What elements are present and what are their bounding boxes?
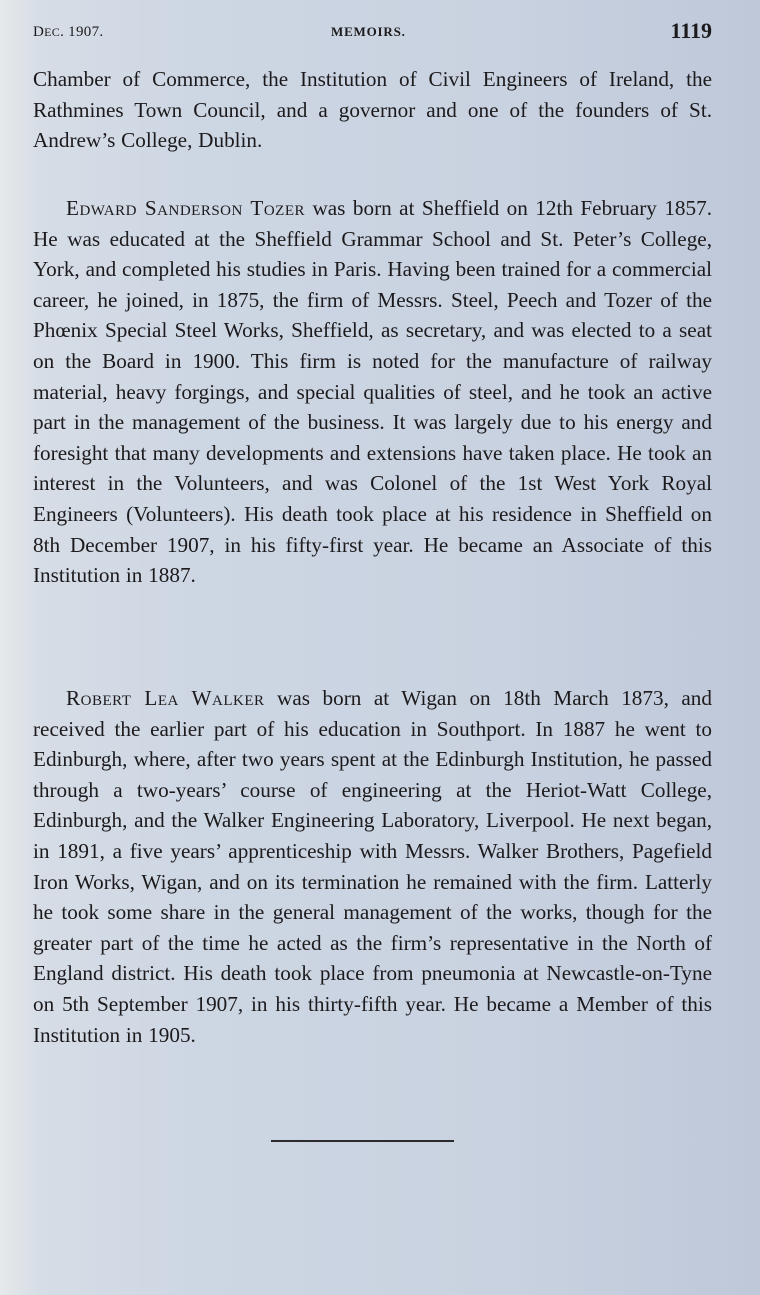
memoir-subject-name: Robert Lea Walker xyxy=(66,686,265,710)
header-date-initial: D xyxy=(33,24,45,40)
paragraph-text: was born at Wigan on 18th March 1873, and received the earlier part of his education in Southport. In 1887 he went to Edinburgh, where, after two years spent at the Edinburgh Institution, he passed through a two-years’ course of engineering at the Heriot-Watt College, Edinburgh, and the Walker Engineering Laboratory, Liverpool. He next began, in 1891, a five years’ apprenticeship with Messrs. Walker Brothers, Pagefield Iron Works, Wigan, and on its termination he remained with the firm. Latterly he took some share in the general management of the works, though for the greater part of the time he acted as the firm’s representative in the North of England district. His death took place from pneumonia at Newcastle-on-Tyne on 5th September 1907, in his thirty-fifth year. He became a Member of this Institution in 1905. xyxy=(33,686,712,1047)
paragraph-continuation xyxy=(33,64,712,156)
paragraph-text: was born at Sheffield on 12th February 1857. He was educated at the Sheffield Grammar School and St. Peter’s College, York, and completed his studies in Paris. Having been trained for a commercial career, he joined, in 1875, the firm of Messrs. Steel, Peech and Tozer of the Phœnix Special Steel Works, Sheffield, as secretary, and was elected to a seat on the Board in 1900. This firm is noted for the manufacture of railway material, heavy forgings, and special qualities of steel, and he took an active part in the management of the business. It was largely due to his energy and foresight that many developments and extensions have taken place. He took an interest in the Volunteers, and was Colonel of the 1st West York Royal Engineers (Volunteers). His death took place at his residence in Sheffield on 8th December 1907, in his fifty-first year. He became an Associate of this Institution in 1887. xyxy=(33,196,713,588)
header-date-rest: . 1907. xyxy=(60,24,104,40)
paragraph-text: Chamber of Commerce, the Institution of Civil Engineers of Ireland, the Rathmines Town Council, and a governor and one of the founders of St. Andrew’s College, Dublin. xyxy=(33,67,712,153)
page-number: 1119 xyxy=(670,18,712,43)
header-section-title: MEMOIRS. xyxy=(331,24,406,39)
memoir-tozer xyxy=(33,193,712,591)
memoir-subject-name: Edward Sanderson Tozer xyxy=(66,196,306,220)
running-header xyxy=(33,18,712,46)
header-date-smallcaps: EC xyxy=(44,25,61,39)
header-date xyxy=(33,24,103,41)
memoir-walker xyxy=(33,683,712,1050)
section-end-rule xyxy=(271,1140,454,1142)
